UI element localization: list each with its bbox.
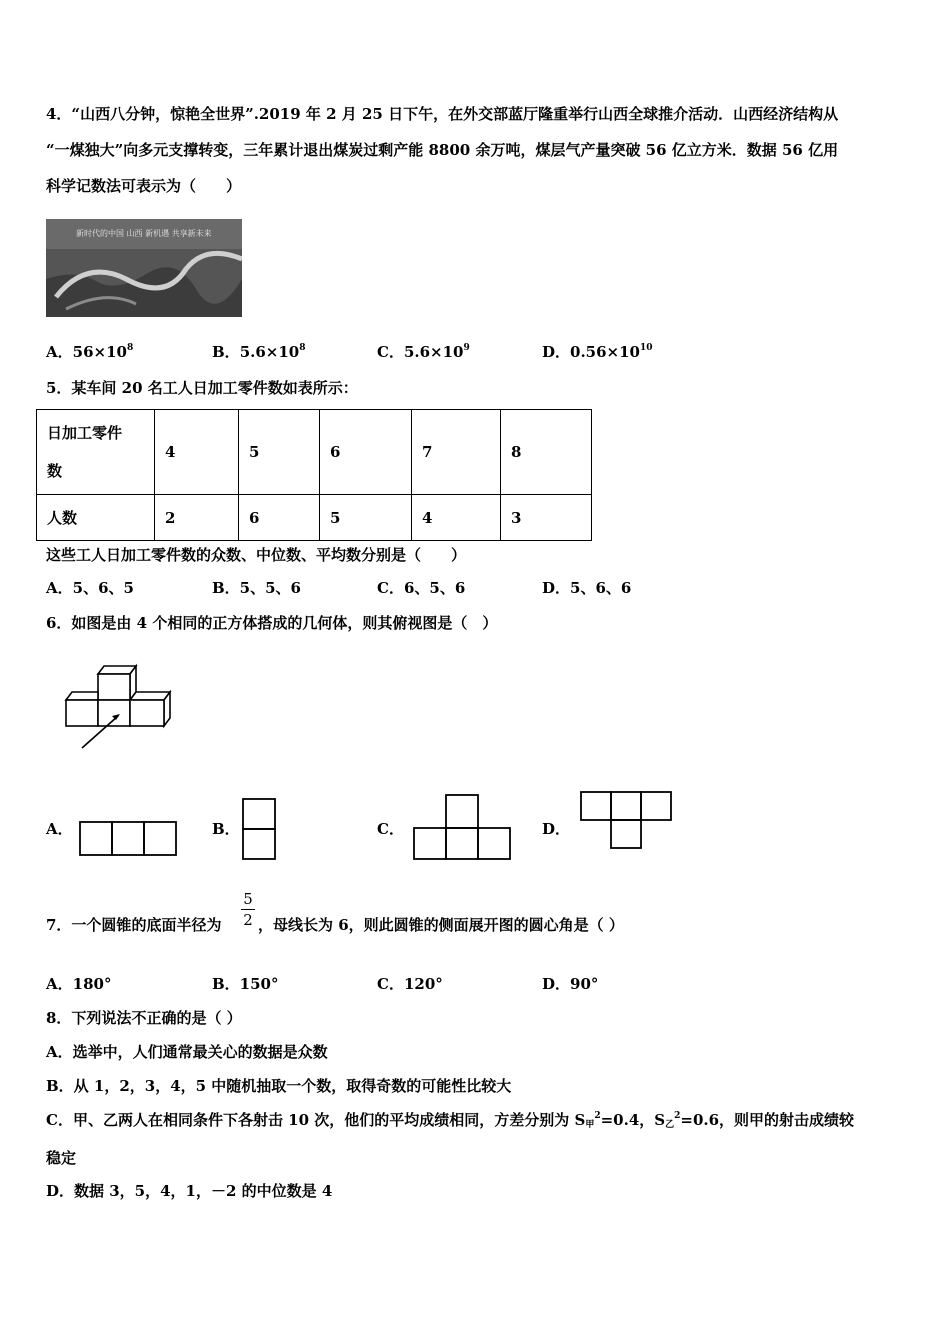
q6-option-a-figure[interactable] bbox=[78, 820, 178, 858]
table-cell: 4 bbox=[412, 495, 501, 541]
q8-option-c-sub2: 乙 bbox=[665, 1120, 675, 1130]
q6-cube-figure bbox=[60, 658, 180, 754]
q4-stem-line1: 4．“山西八分钟，惊艳全世界”.2019 年 2 月 25 日下午，在外交部蓝厅隆重举行山西全球推介活动．山西经济结构从 bbox=[46, 105, 839, 123]
q4-photo bbox=[46, 219, 242, 317]
q4-option-d[interactable] bbox=[542, 342, 653, 362]
q8-option-c-sup1: 2 bbox=[594, 1111, 601, 1121]
q4-option-a-base: 56×10 bbox=[72, 343, 127, 361]
q6-option-a-label[interactable]: A． bbox=[46, 820, 73, 838]
q5-option-d[interactable]: D．5、6、6 bbox=[542, 579, 632, 597]
q4-stem-line2: “一煤独大”向多元支撑转变，三年累计退出煤炭过剩产能 8800 余万吨，煤层气产量突破 56 亿立方米．数据 56 亿用 bbox=[46, 141, 839, 159]
q5-stem: 5．某车间 20 名工人日加工零件数如表所示： bbox=[46, 379, 358, 397]
table-header-cell: 人数 bbox=[37, 495, 155, 541]
q5-option-b[interactable]: B．5、5、6 bbox=[212, 579, 301, 597]
q7-option-a[interactable]: A．180° bbox=[46, 975, 112, 993]
q4-option-c-label: C． bbox=[377, 343, 404, 361]
table-cell: 4 bbox=[155, 410, 239, 495]
table-cell: 8 bbox=[501, 410, 592, 495]
q8-option-a[interactable]: A．选举中，人们通常最关心的数据是众数 bbox=[46, 1043, 328, 1061]
q4-option-b-exp: 8 bbox=[299, 343, 306, 353]
q8-option-c-sub1: 甲 bbox=[585, 1120, 595, 1130]
table-cell: 2 bbox=[155, 495, 239, 541]
q5-option-c[interactable]: C．6、5、6 bbox=[377, 579, 466, 597]
table-header-cell bbox=[37, 410, 155, 495]
q6-option-b-label[interactable]: B． bbox=[212, 820, 240, 838]
q7-fraction bbox=[240, 889, 256, 930]
q6-option-d-figure[interactable] bbox=[579, 790, 675, 852]
q7-stem-post: ，母线长为 6，则此圆锥的侧面展开图的圆心角是（ ） bbox=[258, 916, 624, 934]
q5-table-header-line1: 日加工零件 bbox=[47, 424, 123, 442]
q8-option-c[interactable] bbox=[46, 1110, 854, 1135]
table-cell: 5 bbox=[320, 495, 412, 541]
q4-option-c-exp: 9 bbox=[463, 343, 470, 353]
q4-option-c[interactable] bbox=[377, 342, 470, 362]
q5-option-a[interactable]: A．5、6、5 bbox=[46, 579, 134, 597]
q5-question: 这些工人日加工零件数的众数、中位数、平均数分别是（ ） bbox=[46, 546, 467, 564]
q4-option-d-base: 0.56×10 bbox=[570, 343, 640, 361]
table-row bbox=[37, 495, 592, 541]
q8-option-c-line2: 稳定 bbox=[46, 1149, 77, 1167]
q4-option-b-base: 5.6×10 bbox=[239, 343, 300, 361]
q6-stem: 6．如图是由 4 个相同的正方体搭成的几何体，则其俯视图是（ ） bbox=[46, 614, 498, 632]
q7-stem-pre: 7．一个圆锥的底面半径为 bbox=[46, 916, 222, 934]
q6-option-c-label[interactable]: C． bbox=[377, 820, 404, 838]
q4-option-a[interactable] bbox=[46, 342, 133, 362]
table-cell: 5 bbox=[239, 410, 320, 495]
q8-option-c-sup2: 2 bbox=[674, 1111, 681, 1121]
q7-option-d[interactable]: D．90° bbox=[542, 975, 599, 993]
q7-option-b[interactable]: B．150° bbox=[212, 975, 279, 993]
q4-option-b[interactable] bbox=[212, 342, 306, 362]
q4-option-d-exp: 10 bbox=[640, 343, 653, 353]
table-row bbox=[37, 410, 592, 495]
q7-option-c[interactable]: C．120° bbox=[377, 975, 443, 993]
q8-option-b[interactable]: B．从 1，2，3，4，5 中随机抽取一个数，取得奇数的可能性比较大 bbox=[46, 1077, 512, 1095]
q6-option-b-figure[interactable] bbox=[241, 797, 277, 861]
q8-option-c-pre: C．甲、乙两人在相同条件下各射击 10 次，他们的平均成绩相同，方差分别为 S bbox=[46, 1111, 586, 1129]
q4-option-a-exp: 8 bbox=[126, 343, 134, 353]
q5-table bbox=[36, 409, 592, 541]
table-cell: 3 bbox=[501, 495, 592, 541]
q6-option-d-label[interactable]: D． bbox=[542, 820, 571, 838]
table-cell: 6 bbox=[239, 495, 320, 541]
q8-option-c-mid: =0.4，S bbox=[600, 1111, 666, 1129]
q6-option-c-figure[interactable] bbox=[412, 793, 512, 861]
q4-option-c-base: 5.6×10 bbox=[403, 343, 464, 361]
q7-fraction-denominator: 2 bbox=[243, 911, 253, 929]
q4-option-b-label: B． bbox=[212, 343, 240, 361]
q5-table-header-line2: 数 bbox=[47, 462, 63, 480]
q4-option-a-label: A． bbox=[46, 343, 73, 361]
table-cell: 6 bbox=[320, 410, 412, 495]
q7-fraction-numerator: 5 bbox=[243, 890, 253, 908]
table-cell: 7 bbox=[412, 410, 501, 495]
q8-option-c-post: =0.6，则甲的射击成绩较 bbox=[680, 1111, 855, 1129]
q4-option-d-label: D． bbox=[542, 343, 571, 361]
q8-option-d[interactable]: D．数据 3，5，4，1，－2 的中位数是 4 bbox=[46, 1182, 333, 1200]
q4-photo-caption: 新时代的中国 山西 新机遇 共享新未来 bbox=[76, 229, 212, 238]
q4-stem-line3: 科学记数法可表示为（ ） bbox=[46, 177, 242, 195]
q8-stem: 8．下列说法不正确的是（ ） bbox=[46, 1009, 242, 1027]
